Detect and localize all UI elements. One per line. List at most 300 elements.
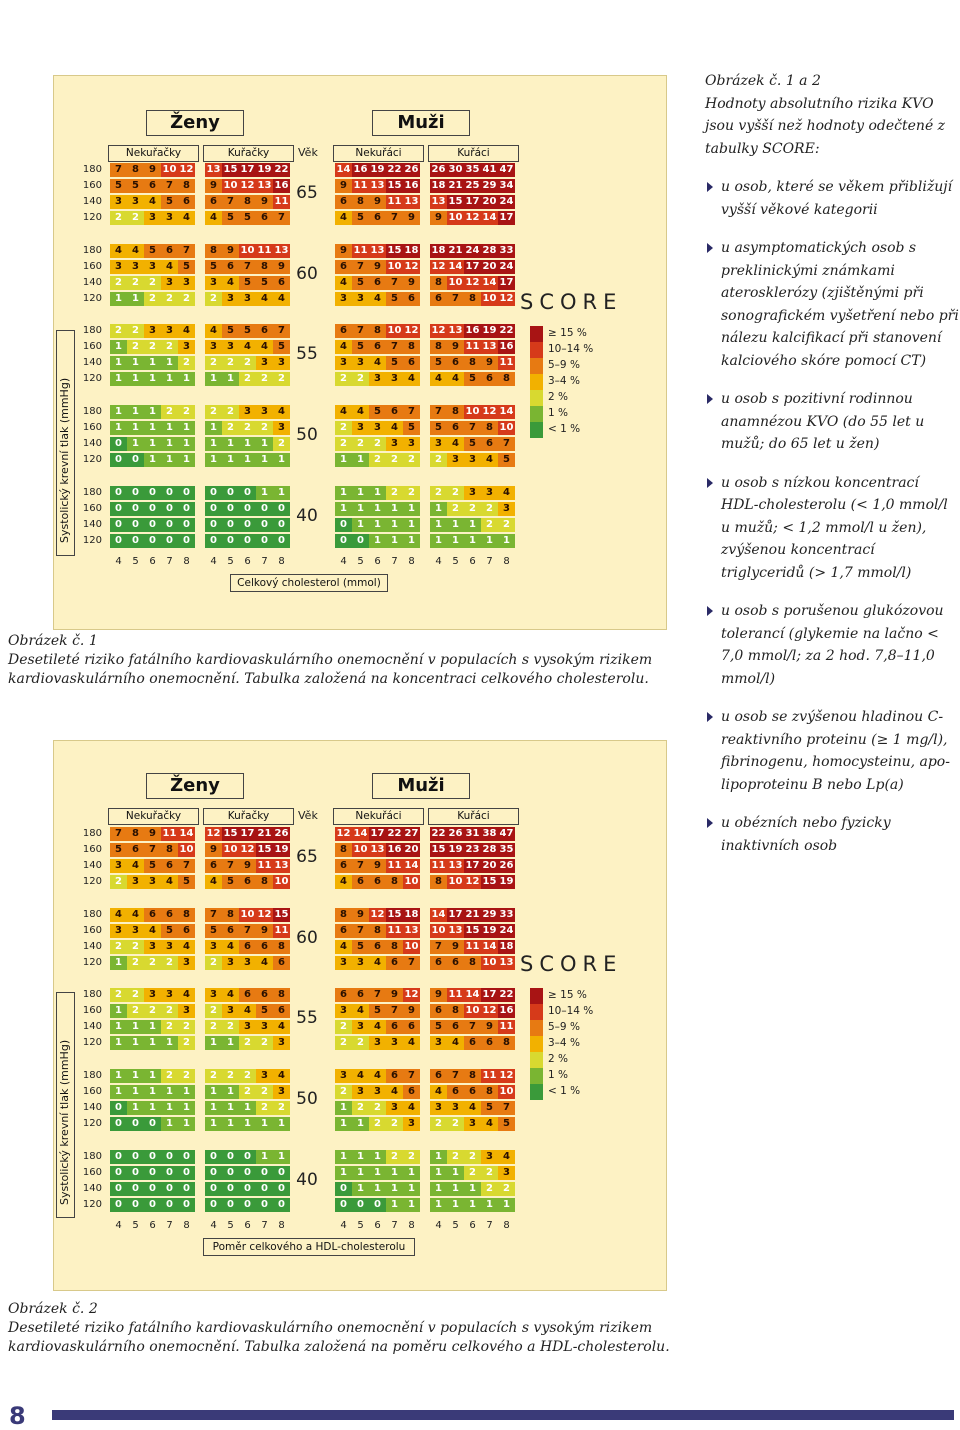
risk-cell: 0 [222,1150,239,1164]
risk-cell: 6 [222,260,239,274]
risk-cell: 2 [239,356,256,370]
risk-cell: 0 [161,534,178,548]
risk-cell: 1 [222,1117,239,1131]
cholesterol-tick: 7 [166,1220,173,1231]
risk-cell: 9 [430,988,447,1002]
risk-cell: 12 [431,261,446,272]
risk-cell: 7 [386,340,403,354]
risk-cell: 1 [144,372,161,386]
risk-cell: 6 [178,195,195,209]
risk-cell: 2 [178,356,195,370]
bp-label: 160 [82,1086,102,1097]
risk-cell: 33 [499,909,514,920]
legend-item [530,326,640,342]
risk-cell: 9 [403,276,420,290]
risk-cell: 4 [464,1101,481,1115]
risk-cell: 9 [273,260,290,274]
risk-cell: 2 [481,518,498,532]
bp-label: 120 [82,876,102,887]
risk-cell: 11 [499,1021,514,1032]
risk-cell: 0 [273,1198,290,1212]
legend-swatch [530,358,543,374]
risk-cell: 2 [178,405,195,419]
risk-cell: 3 [144,940,161,954]
risk-cell: 6 [205,195,222,209]
risk-cell: 1 [127,405,144,419]
risk-cell: 0 [178,1166,195,1180]
risk-cell: 1 [447,1166,464,1180]
risk-cell: 0 [239,1166,256,1180]
risk-cell: 1 [352,518,369,532]
risk-cell: 26 [499,860,514,871]
risk-cell: 4 [369,356,386,370]
risk-cell: 1 [222,1085,239,1099]
bp-label: 140 [82,357,102,368]
risk-cell: 0 [178,534,195,548]
risk-cell: 4 [335,405,352,419]
risk-cell: 8 [464,956,481,970]
risk-cell: 11 [387,925,402,936]
risk-cell: 10 [482,957,497,968]
risk-cell: 13 [206,164,221,175]
risk-cell: 6 [430,1069,447,1083]
risk-cell: 8 [239,195,256,209]
risk-cell: 0 [239,502,256,516]
legend-label: 2 % [548,1053,568,1065]
bp-label: 120 [82,293,102,304]
risk-cell: 3 [144,875,161,889]
risk-cell: 6 [369,276,386,290]
risk-cell: 5 [110,179,127,193]
cholesterol-tick: 6 [374,556,381,567]
risk-cell: 6 [161,908,178,922]
risk-cell: 21 [465,909,480,920]
risk-cell: 8 [256,875,273,889]
risk-cell: 5 [273,340,290,354]
risk-cell: 20 [482,261,497,272]
risk-cell: 0 [239,1198,256,1212]
risk-cell: 4 [178,211,195,225]
risk-cell: 6 [239,940,256,954]
risk-cell: 2 [481,502,498,516]
risk-cell: 7 [239,924,256,938]
risk-cell: 1 [464,518,481,532]
risk-cell: 18 [499,941,514,952]
risk-cell: 2 [386,1150,403,1164]
risk-cell: 4 [403,1036,420,1050]
risk-cell: 1 [430,518,447,532]
risk-cell: 8 [447,1004,464,1018]
risk-cell: 4 [481,1117,498,1131]
legend-label: 5–9 % [548,359,580,371]
risk-cell: 2 [369,453,386,467]
legend-label: 1 % [548,407,568,419]
risk-cell: 9 [256,195,273,209]
risk-cell: 13 [482,341,497,352]
caption-figure-2 [8,1300,688,1357]
risk-cell: 14 [482,941,497,952]
risk-cell: 1 [161,372,178,386]
legend-label: 10–14 % [548,1005,594,1017]
risk-cell: 2 [386,453,403,467]
risk-cell: 6 [430,956,447,970]
risk-cell: 1 [447,1198,464,1212]
risk-cell: 0 [256,518,273,532]
risk-cell: 4 [144,195,161,209]
risk-cell: 10 [448,212,463,223]
risk-cell: 4 [256,340,273,354]
risk-cell: 1 [205,421,222,435]
risk-cell: 15 [257,844,272,855]
risk-cell: 0 [110,534,127,548]
risk-cell: 3 [498,1166,515,1180]
risk-cell: 1 [144,1069,161,1083]
risk-cell: 24 [465,245,480,256]
risk-cell: 9 [369,859,386,873]
risk-cell: 13 [274,860,289,871]
risk-cell: 4 [386,421,403,435]
bp-label: 180 [82,828,102,839]
risk-cell: 5 [256,276,273,290]
risk-cell: 1 [369,502,386,516]
risk-cell: 17 [465,261,480,272]
score-logo: SCORE [520,952,623,976]
risk-cell: 3 [273,1036,290,1050]
risk-cell: 0 [110,1117,127,1131]
cholesterol-tick: 4 [210,556,217,567]
risk-cell: 34 [499,180,514,191]
cholesterol-tick: 8 [278,1220,285,1231]
risk-cell: 8 [273,940,290,954]
group-header: Nekuřáci [333,145,424,162]
risk-cell: 1 [178,1117,195,1131]
risk-cell: 4 [369,1069,386,1083]
risk-cell: 2 [335,1085,352,1099]
risk-cell: 19 [482,925,497,936]
bp-label: 140 [82,860,102,871]
risk-cell: 4 [498,486,515,500]
risk-cell: 5 [369,405,386,419]
risk-cell: 0 [110,1150,127,1164]
risk-cell: 15 [223,828,238,839]
risk-cell: 15 [482,876,497,887]
risk-cell: 3 [239,292,256,306]
risk-cell: 2 [144,292,161,306]
risk-cell: 22 [499,325,514,336]
risk-cell: 1 [403,518,420,532]
risk-cell: 4 [447,372,464,386]
risk-cell: 9 [369,260,386,274]
risk-cell: 2 [256,1036,273,1050]
age-header: Věk [298,809,318,822]
risk-cell: 9 [144,163,161,177]
risk-cell: 0 [273,1166,290,1180]
risk-cell: 2 [239,1036,256,1050]
risk-cell: 10 [448,876,463,887]
risk-cell: 2 [369,1117,386,1131]
caption-figure-1 [8,632,668,689]
risk-cell: 3 [430,1101,447,1115]
risk-cell: 0 [127,1182,144,1196]
risk-cell: 18 [404,909,419,920]
risk-cell: 17 [499,277,514,288]
risk-cell: 1 [110,292,127,306]
risk-cell: 0 [144,518,161,532]
risk-cell: 17 [499,212,514,223]
cholesterol-tick: 7 [391,1220,398,1231]
risk-cell: 15 [448,196,463,207]
risk-cell: 8 [205,244,222,258]
risk-cell: 0 [178,518,195,532]
page-footer-bar [52,1410,954,1420]
risk-cell: 0 [127,502,144,516]
risk-cell: 4 [403,372,420,386]
risk-cell: 5 [481,1101,498,1115]
risk-cell: 0 [222,518,239,532]
risk-cell: 3 [335,356,352,370]
risk-cell: 7 [386,211,403,225]
risk-cell: 29 [482,909,497,920]
risk-cell: 4 [447,1036,464,1050]
risk-cell: 1 [335,502,352,516]
risk-cell: 4 [335,340,352,354]
women-label: Ženy [146,110,244,136]
risk-cell: 0 [144,502,161,516]
risk-cell: 2 [205,405,222,419]
risk-cell: 0 [127,1198,144,1212]
risk-cell: 1 [161,1036,178,1050]
risk-cell: 12 [499,1070,514,1081]
risk-cell: 2 [222,421,239,435]
risk-cell: 5 [144,859,161,873]
risk-cell: 5 [205,260,222,274]
risk-cell: 17 [465,196,480,207]
risk-cell: 7 [144,843,161,857]
risk-cell: 10 [404,876,419,887]
risk-cell: 1 [161,1117,178,1131]
risk-cell: 2 [110,940,127,954]
risk-cell: 1 [239,1117,256,1131]
legend-item [530,390,640,406]
risk-cell: 18 [431,245,446,256]
legend-swatch [530,1052,543,1068]
risk-cell: 4 [256,292,273,306]
risk-cell: 3 [498,502,515,516]
bp-label: 180 [82,487,102,498]
risk-cell: 1 [178,421,195,435]
bp-label: 160 [82,341,102,352]
risk-cell: 3 [335,956,352,970]
legend-item [530,1020,640,1036]
risk-cell: 0 [161,1150,178,1164]
risk-cell: 4 [239,1004,256,1018]
cholesterol-tick: 7 [261,556,268,567]
risk-cell: 2 [205,292,222,306]
risk-cell: 16 [387,844,402,855]
risk-cell: 6 [256,211,273,225]
risk-cell: 13 [257,180,272,191]
legend-item [530,358,640,374]
risk-cell: 1 [110,421,127,435]
risk-cell: 2 [127,324,144,338]
legend-label: 5–9 % [548,1021,580,1033]
risk-cell: 2 [127,340,144,354]
risk-cell: 6 [386,405,403,419]
risk-cell: 2 [464,1150,481,1164]
risk-cell: 12 [179,164,194,175]
risk-cell: 4 [447,437,464,451]
risk-cell: 22 [387,164,402,175]
risk-cell: 2 [352,1036,369,1050]
risk-cell: 3 [403,1117,420,1131]
risk-cell: 1 [430,1166,447,1180]
risk-cell: 5 [352,211,369,225]
risk-cell: 5 [352,340,369,354]
risk-cell: 2 [205,956,222,970]
risk-cell: 0 [256,1198,273,1212]
risk-cell: 10 [465,406,480,417]
risk-cell: 1 [464,1198,481,1212]
risk-cell: 12 [404,989,419,1000]
legend-swatch [530,1084,543,1100]
risk-cell: 2 [447,502,464,516]
risk-cell: 11 [257,860,272,871]
cholesterol-tick: 5 [132,1220,139,1231]
risk-cell: 3 [386,372,403,386]
risk-cell: 1 [430,502,447,516]
risk-cell: 5 [205,924,222,938]
risk-cell: 0 [161,502,178,516]
bp-label: 140 [82,941,102,952]
risk-cell: 14 [499,406,514,417]
risk-cell: 1 [447,1182,464,1196]
risk-cell: 3 [352,1085,369,1099]
risk-cell: 4 [273,405,290,419]
risk-cell: 1 [127,1069,144,1083]
risk-cell: 19 [499,876,514,887]
risk-cell: 11 [387,860,402,871]
risk-cell: 10 [448,277,463,288]
risk-cell: 9 [403,1004,420,1018]
risk-cell: 2 [110,988,127,1002]
bullet: u osob, které se věkem přibližují vyšší věkové kategorii [705,176,960,221]
bp-label: 140 [82,1021,102,1032]
risk-cell: 1 [144,405,161,419]
risk-cell: 6 [481,1036,498,1050]
risk-cell: 6 [447,956,464,970]
risk-cell: 4 [127,908,144,922]
risk-cell: 1 [144,1085,161,1099]
risk-cell: 3 [335,1069,352,1083]
risk-cell: 1 [144,1036,161,1050]
risk-cell: 2 [335,421,352,435]
risk-cell: 1 [256,1150,273,1164]
risk-cell: 1 [498,534,515,548]
risk-cell: 0 [144,486,161,500]
risk-cell: 17 [370,828,385,839]
bp-label: 120 [82,454,102,465]
risk-cell: 2 [110,211,127,225]
caption-title: Obrázek č. 1 [8,633,98,649]
risk-cell: 24 [499,196,514,207]
risk-cell: 0 [273,518,290,532]
risk-cell: 1 [127,1036,144,1050]
risk-cell: 1 [273,1117,290,1131]
risk-cell: 10 [387,261,402,272]
bp-label: 180 [82,164,102,175]
risk-cell: 5 [498,453,515,467]
risk-cell: 23 [465,844,480,855]
risk-cell: 6 [335,195,352,209]
risk-cell: 6 [403,292,420,306]
risk-cell: 7 [386,276,403,290]
legend-item [530,406,640,422]
risk-cell: 6 [256,988,273,1002]
risk-cell: 1 [464,534,481,548]
bp-label: 120 [82,1118,102,1129]
risk-cell: 0 [205,534,222,548]
risk-cell: 0 [110,437,127,451]
risk-cell: 1 [205,437,222,451]
risk-cell: 9 [205,179,222,193]
risk-cell: 4 [481,453,498,467]
risk-cell: 2 [403,1150,420,1164]
risk-cell: 13 [370,844,385,855]
risk-cell: 6 [335,924,352,938]
risk-cell: 19 [482,325,497,336]
bp-label: 120 [82,373,102,384]
risk-cell: 21 [448,245,463,256]
risk-cell: 1 [335,453,352,467]
sidebar-notes [705,70,960,873]
risk-cell: 19 [257,164,272,175]
legend-swatch [530,422,543,438]
bp-label: 160 [82,925,102,936]
risk-cell: 7 [239,260,256,274]
risk-cell: 0 [222,1166,239,1180]
risk-cell: 1 [161,421,178,435]
risk-cell: 3 [239,1020,256,1034]
risk-cell: 8 [386,875,403,889]
risk-cell: 8 [498,372,515,386]
risk-cell: 2 [403,486,420,500]
risk-cell: 28 [482,844,497,855]
risk-cell: 6 [369,940,386,954]
risk-cell: 1 [386,1198,403,1212]
risk-cell: 12 [431,325,446,336]
risk-cell: 2 [256,421,273,435]
risk-cell: 15 [465,925,480,936]
risk-cell: 1 [403,1198,420,1212]
risk-cell: 3 [352,1020,369,1034]
age-label: 40 [296,506,318,526]
risk-cell: 0 [178,1198,195,1212]
risk-cell: 8 [386,940,403,954]
risk-cell: 4 [110,244,127,258]
risk-cell: 3 [369,372,386,386]
risk-cell: 3 [205,940,222,954]
risk-cell: 2 [127,988,144,1002]
risk-cell: 11 [162,828,177,839]
risk-cell: 17 [240,164,255,175]
risk-cell: 6 [403,356,420,370]
risk-cell: 1 [273,1150,290,1164]
risk-cell: 8 [256,260,273,274]
risk-cell: 11 [465,941,480,952]
risk-cell: 3 [127,875,144,889]
risk-cell: 29 [482,180,497,191]
risk-cell: 7 [205,908,222,922]
